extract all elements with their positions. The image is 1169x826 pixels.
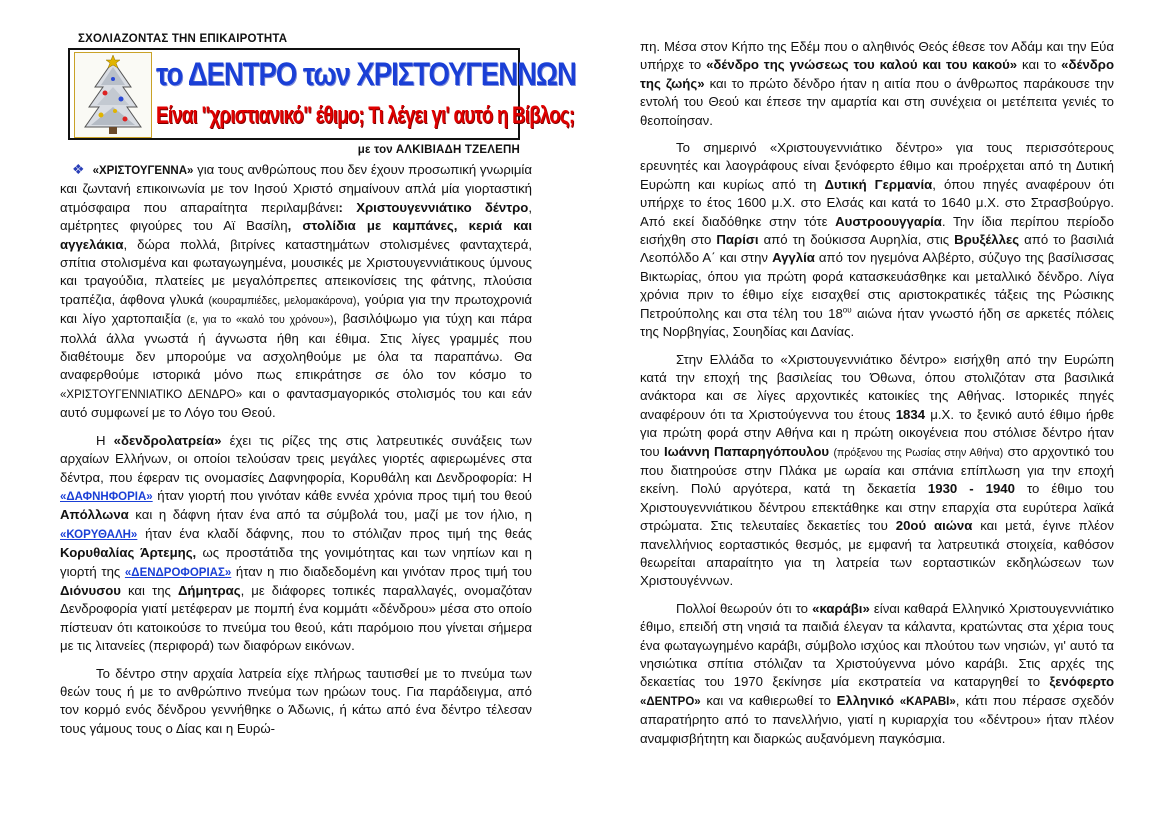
left-column [60,30,576,747]
left-paragraph-2: Η «δενδρολατρεία» έχει τις ρίζες της στις λατρευτικές συνάξεις των αρχαίων Ελλήνων, οι οποίοι τελούσαν τρεις μεγάλες γιορτές αφιερωμένες στα δέντρα, που έφεραν τις ονομασίες Δαφνηφορία, Κορυθάλη και Δενδροφορία: Η «ΔΑΦΝΗΦΟΡΙΑ» ήταν γιορτή που γινόταν κάθε εννέα χρόνια προς τιμή του θεού Απόλλωνα και η δάφνη ήταν ένα από τα σύμβολά του, μαζί με τον ήλιο, η «ΚΟΡΥΘΑΛΗ» ήταν ένα κλαδί δάφνης, που το στόλιζαν προς τιμή της θεάς Κορυθαλίας Άρτεμης, ως προστάτιδα της γονιμότητας και των νηπίων και η γιορτή της «ΔΕΝΔΡΟΦΟΡΙΑΣ» ήταν η πιο διαδεδομένη και γινόταν προς τιμή του Διόνυσου και της Δήμητρας, με διάφορες τοπικές παραλλαγές, ονομαζόταν Δενδροφορία γιατί μετέφεραν με πομπή ένα κομμάτι «δένδρου» μέσα στο οποίο πίστευαν ότι κατοικούσε το πνεύμα του θεού, κάτι παρόμοιο που γίνεται σήμερα με τις λιτανείες (περιφορά) των διαφόρων εικόνων. [60,432,532,654]
right-paragraph-2: Το σημερινό «Χριστουγεννιάτικο δέντρο» για τους περισσότερους ερευνητές και λαογράφους είναι ξενόφερτο έθιμο και προέρχεται από τη Δυτική Ευρώπη και κυρίως από τη Δυτική Γερμανία, όπου πηγές αναφέρουν ότι υπήρχε το έτος 1600 μ.Χ. στο Ελσάς και κατά το 1640 μ.Χ. στο Στρασβούργο. Από εκεί διαδόθηκε στην τότε Αυστροουγγαρία. Την ίδια περίπου περίοδο εισήχθη στο Παρίσι από τη δούκισσα Αυρηλία, στις Βρυξέλλες από το βασιλιά Λεοπόλδο Α΄ και στην Αγγλία από τον ηγεμόνα Αλβέρτο, σύζυγο της βασίλισσας Βικτωρίας, όπου για πρώτη φορά κατασκευάσθηκε και μεταλλικό δένδρο. Λίγα χρόνια πριν το έθιμο είχε εισαχθεί στις αριστοκρατικές τάξεις της Ρώσικης Πετρούπολης και στα τέλη του $18^{o\upsilon}$ αιώνα ήταν γνωστό ήδη σε αρκετές πόλεις της Νορβηγίας, Σουηδίας και Δανίας. [640,140,1115,340]
article-title: το ΔΕΝΤΡΟ των ΧΡΙΣΤΟΥΓΕΝΝΩΝ [156,56,576,92]
right-paragraph-1: πη. Μέσα στον Κήπο της Εδέμ που ο αληθινός Θεός έθεσε τον Αδάμ και την Εύα υπήρχε το «δένδρο της γνώσεως του καλού και του κακού» και το «δένδρο της ζωής» και το πρώτο δένδρο ήταν η αιτία που ο άνθρωπος παράκουσε την εντολή του Θεού και έπεσε την αμαρτία και στη συνέχεια οι μετέπειτα γενιές το θεοποίησαν. [640,39,1114,128]
link-dafnhforia[interactable]: «ΔΑΦΝΗΦΟΡΙΑ» [60,490,153,503]
byline: με τον ΑΛΚΙΒΙΑΔΗ ΤΖΕΛΕΠΗ [357,144,520,156]
right-column [640,38,1114,757]
left-paragraph-1: ❖ «ΧΡΙΣΤΟΥΓΕΝΝΑ» για τους ανθρώπους που δεν έχουν προσωπική γνωριμία και ζωντανή επικοινωνία με τον Ιησού Χριστό σημαίνουν απλά μία γιορταστική ατμόσφαιρα που απαραίτητα περιλαμβάνει: Χριστουγεννιάτικο δέντρο, αμέτρητες φιγούρες του Αϊ Βασίλη, στολίδια με καμπάνες, κεριά και αγγελάκια, δώρα πολλά, βιτρίνες καταστημάτων στολισμένες φανταχτερά, σπίτια στολισμένα και φωταγωγημένα, μουσικές με Χριστουγεννιάτικους ύμνους και τραγούδια, πλατείες με μεγαλόπρεπες απεικονίσεις της φάτνης, πλούσια τραπέζια, άφθονα γλυκά (κουραμπιέδες, μελομακάρονα), γούρια για την πρωτοχρονιά και λίγο χαρτοπαιξία (ε, για το «καλό του χρόνου»), βασιλόψωμο για τύχη και πάρα πολλά άλλα γνωστά ή άγνωστα ήθη και έθιμα. Στις λίγες γραμμές που διαθέτουμε δεν μπορούμε να ασχοληθούμε με όλα τα παραπάνω. Θα αναφερθούμε ιστορικά μόνο πως επικράτησε σε όλο τον κόσμο το «ΧΡΙΣΤΟΥΓΕΝΝΙΑΤΙΚΟ ΔΕΝΔΡΟ» και ο φαντασμαγορικός στολισμός του και εάν αυτό συμφωνεί με το Λόγο του Θεού. [60,161,533,421]
link-dendroforias[interactable]: «ΔΕΝΔΡΟΦΟΡΙΑΣ» [124,566,232,579]
diamond-bullet-icon: ❖ [72,161,85,177]
right-paragraph-3: Στην Ελλάδα το «Χριστουγεννιάτικο δέντρο» εισήχθη από την Ευρώπη κατά την εποχή της βασιλείας του Όθωνα, όπου στολιζόταν στα βασιλικά ανάκτορα και σε λίγες αρχοντικές κατοικίες της Αθήνας. Ιστορικές πηγές αναφέρουν ότι τα Χριστούγεννα του έτους 1834 μ.Χ. το ξενικό αυτό έθιμο ήρθε για πρώτη φορά στην Αθήνα και η πρώτη οικογένεια που στόλισε δέντρο ήταν του Ιωάννη Παπαρηγόπουλου (πρόξενου της Ρωσίας στην Αθήνα) στο αρχοντικό του που διατηρούσε στην Πλάκα με ωραία και σπάνια επίπλωση για την εποχή εκείνη. Πολύ αργότερα, κατά τη δεκαετία 1930 - 1940 το έθιμο του Χριστουγεννιάτικου δέντρου επεκτάθηκε και στην επαρχία στα ευρύτερα λαϊκά στρώματα. Στις τελευταίες δεκαετίες του 20ού αιώνα και μετά, έγινε πλέον πανελλήνιος εορταστικός θεσμός, με εμφανή τα λατρευτικά στοιχεία, καθόσον θεωρείται απαραίτητο για τη λατρεία των εορταστικών εκδηλώσεων των Χριστουγέννων. [640,351,1114,589]
kicker: ΣΧΟΛΙΑΖΟΝΤΑΣ ΤΗΝ ΕΠΙΚΑΙΡΟΤΗΤΑ [78,33,288,45]
christmas-tree-icon [74,52,152,138]
right-paragraph-4: Πολλοί θεωρούν ότι το «καράβι» είναι καθαρά Ελληνικό Χριστουγεννιάτικο έθιμο, επειδή στη νησιά τα παιδιά έλεγαν τα κάλαντα, κρατώντας στα χέρια τους ένα φωταγωγημένο καράβι, σύμβολο ισχύος και πλούτου των νησιών, γι' αυτό τα νησιώτικα σπίτια στόλιζαν τα Χριστούγεννα μόνο καράβι. Στις αρχές της δεκαετίας του 1970 ξεκίνησε μία εκστρατεία να καταργηθεί το ξενόφερτο «ΔΕΝΤΡΟ» και να καθιερωθεί το Ελληνικό «ΚΑΡΑΒΙ», κάτι που πέρασε σχεδόν απαρατήρητο από το πανελλήνιο, γιατί η κυριαρχία του «δέντρου» ήταν πλέον αναμφισβήτητη και διαρκώς αυξανόμενη παγκόσμια. [640,600,1114,746]
left-paragraph-3: Το δέντρο στην αρχαία λατρεία είχε πλήρως ταυτισθεί με το πνεύμα των θεών τους ή με το ανθρώπινο πνεύμα των ηρώων τους. Για παράδειγμα, από τον κορμό ενός δένδρου γεννήθηκε ο Άδωνις, ή κάτω από ένα δέντρο τέλεσαν τους γάμους τους ο Δίας και η Ευρώ- [60,665,532,736]
article-subtitle: Είναι "χριστιανικό" έθιμο; Τι λέγει γι' αυτό η Βίβλος; [156,102,575,129]
link-korythalh[interactable]: «ΚΟΡΥΘΑΛΗ» [60,528,138,541]
title-banner [68,48,576,140]
bold-term: «ΧΡΙΣΤΟΥΓΕΝΝΑ» [92,165,194,177]
